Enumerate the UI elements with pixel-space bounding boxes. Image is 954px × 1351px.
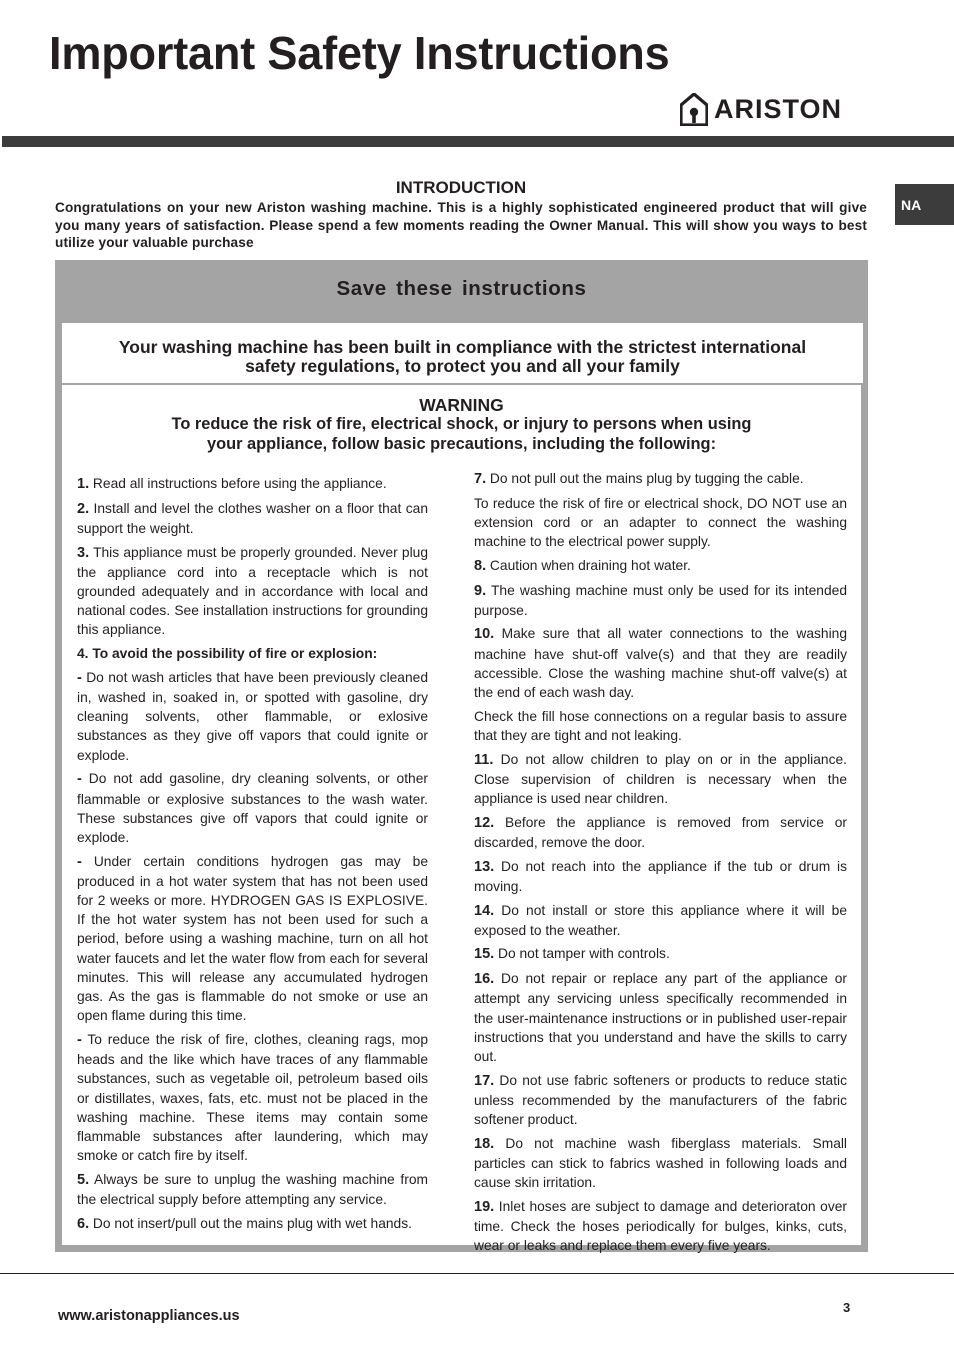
- safety-instructions-box: [55, 260, 868, 1252]
- fire-precaution-3: [77, 852, 428, 1026]
- item-number: 2.: [77, 500, 90, 517]
- item-number: 12.: [474, 814, 495, 831]
- fire-precaution-1: [77, 668, 428, 765]
- item-number: 10.: [474, 626, 495, 643]
- item-number: 11.: [474, 751, 494, 768]
- instruction-item-8: [474, 556, 847, 576]
- item-text: The washing machine must only be used for its intended purpose.: [474, 582, 847, 618]
- item-text: Do not pull out the mains plug by tugging the cable.: [486, 471, 804, 486]
- language-tab: NA: [895, 184, 954, 225]
- item-number: 14.: [474, 902, 495, 919]
- bullet-dash: -: [77, 669, 82, 686]
- item-text: Do not reach into the appliance if the tub or drum is moving.: [474, 858, 847, 894]
- instruction-item-17: [474, 1071, 847, 1130]
- item-number: 6.: [77, 1215, 90, 1232]
- footer-website-link[interactable]: www.aristonappliances.us: [58, 1308, 240, 1324]
- intro-heading: INTRODUCTION: [395, 178, 527, 197]
- instruction-item-2: [77, 499, 428, 538]
- item-number: 8.: [474, 557, 487, 574]
- warning-title: WARNING: [419, 395, 504, 415]
- item-text: Do not insert/pull out the mains plug with wet hands.: [89, 1215, 412, 1231]
- item-number: 13.: [474, 858, 495, 875]
- fire-precaution-4: [77, 1030, 428, 1165]
- bullet-dash: -: [77, 771, 82, 788]
- page-title: Important Safety Instructions: [49, 27, 670, 79]
- instruction-item-10-extra: Check the fill hose connections on a regular basis to assure that they are tight and not leaking.: [474, 708, 847, 743]
- item-number: 16.: [474, 971, 495, 988]
- instruction-item-4-heading: 4. To avoid the possibility of fire or explosion:: [77, 646, 378, 662]
- item-number: 15.: [474, 946, 495, 963]
- item-number: 1.: [77, 476, 90, 492]
- item-text: This appliance must be properly grounded. Never plug the appliance cord into a receptacle which is not grounded adequately and in accordance with local and national codes. See installation instructions for grounding this appliance.: [77, 544, 428, 638]
- house-logo-icon: [680, 93, 708, 126]
- item-text: Inlet hoses are subject to damage and deterioraton over time. Check the hoses periodically for bulges, kinks, cuts, wear or leaks and replace them every five years.: [474, 1198, 847, 1254]
- item-number: 9.: [474, 582, 487, 599]
- intro-text: Congratulations on your new Ariston washing machine. This is a highly sophisticated engineered product that will give you many years of satisfaction. Please spend a few moments reading the Owner Manual. This will show you ways to best utilize your valuable purchase: [55, 200, 867, 250]
- item-text: Make sure that all water connections to the washing machine have shut-off valve(s) and that they are readily accessible. Close the washing machine shut-off valve(s) at the end of each wash day.: [474, 626, 847, 701]
- item-text: Install and level the clothes washer on a floor that can support the weight.: [77, 500, 428, 536]
- instruction-item-12: [474, 813, 847, 852]
- instruction-item-1: [77, 474, 428, 494]
- item-text: Before the appliance is removed from service or discarded, remove the door.: [474, 814, 847, 850]
- fire-precaution-2: [77, 769, 428, 847]
- instruction-item-16: [474, 969, 847, 1066]
- item-number: 19.: [474, 1198, 495, 1215]
- instruction-item-10: [474, 624, 847, 702]
- item-text: Read all instructions before using the appliance.: [89, 476, 387, 491]
- instruction-item-13: [474, 857, 847, 896]
- bullet-dash: -: [77, 853, 82, 870]
- warning-text: [122, 415, 801, 454]
- item-number: 18.: [474, 1135, 495, 1152]
- instruction-item-7: [474, 469, 847, 489]
- page-number: 3: [843, 1300, 851, 1315]
- item-text: Caution when draining hot water.: [486, 557, 691, 573]
- instruction-item-11: [474, 750, 847, 809]
- warning-line-2: your appliance, follow basic precautions, including the following:: [206, 434, 717, 453]
- instruction-item-7-extra: To reduce the risk of fire or electrical shock, DO NOT use an extension cord or an adapter to connect the washing machine to the electrical power supply.: [474, 495, 847, 550]
- item-text: Do not wash articles that have been previously cleaned in, washed in, soaked in, or spotted with gasoline, dry cleaning solvents, other flammable, or exlosive substances as they give off vapors that could ignite or explode.: [77, 669, 428, 763]
- instruction-item-6: [77, 1214, 428, 1234]
- item-text: Do not add gasoline, dry cleaning solvents, or other flammable or explosive substances to the wash water. These substances give off vapors that could ignite or explode.: [77, 771, 428, 845]
- header-bar: [2, 136, 954, 147]
- brand-logo: [680, 91, 842, 127]
- right-column: [474, 469, 847, 1260]
- compliance-line-1: Your washing machine has been built in compliance with the strictest international: [118, 337, 807, 357]
- instruction-item-3: [77, 543, 428, 640]
- item-text: To reduce the risk of fire, clothes, cleaning rags, mop heads and the like which have traces of any flammable substances, such as vegetable oil, petroleum based oils or distillates, waxes, fats, etc. must not be placed in the washing machine. These items may contain some flammable substances after laundering, which may smoke or catch fire by itself.: [77, 1031, 428, 1164]
- item-text: Do not allow children to play on or in the appliance. Close supervision of children is necessary when the appliance is used near children.: [474, 751, 847, 807]
- left-column: [77, 474, 428, 1239]
- item-number: 3.: [77, 544, 90, 561]
- compliance-line-2: safety regulations, to protect you and all your family: [245, 356, 680, 376]
- item-number: 7.: [474, 471, 487, 487]
- item-text: Do not machine wash fiberglass materials. Small particles can stick to fabrics washed in following loads and cause skin irritation.: [474, 1135, 847, 1191]
- instruction-item-5: [77, 1170, 428, 1209]
- instructions-content: [62, 385, 861, 1254]
- instruction-item-18: [474, 1134, 847, 1193]
- item-number: 5.: [77, 1171, 90, 1188]
- item-text: Always be sure to unplug the washing machine from the electrical supply before attempting any service.: [77, 1171, 428, 1208]
- box-title: Save these instructions: [336, 277, 587, 300]
- item-number: 17.: [474, 1072, 495, 1089]
- item-text: Do not use fabric softeners or products to reduce static unless recommended by the manufacturers of the fabric softener product.: [474, 1072, 847, 1128]
- footer-divider: [0, 1273, 954, 1274]
- item-text: Do not repair or replace any part of the appliance or attempt any servicing unless specifically recommended in the user-maintenance instructions or in published user-repair instructions that you understand and have the skills to carry out.: [474, 971, 847, 1064]
- brand-name: ARISTON: [714, 93, 843, 124]
- bullet-dash: -: [77, 1031, 82, 1048]
- instruction-item-14: [474, 901, 847, 940]
- compliance-statement: [62, 323, 863, 383]
- instruction-item-15: [474, 944, 847, 964]
- item-text: Do not tamper with controls.: [494, 946, 670, 962]
- instruction-item-9: [474, 581, 847, 620]
- instruction-item-19: [474, 1197, 847, 1256]
- item-text: Do not install or store this appliance where it will be exposed to the weather.: [474, 902, 847, 938]
- warning-line-1: To reduce the risk of fire, electrical shock, or injury to persons when using: [171, 415, 752, 433]
- item-text: Under certain conditions hydrogen gas may be produced in a hot water system that has not been used for 2 weeks or more. HYDROGEN GAS IS EXPLOSIVE. If the hot water system has not been used for such a period, before using a washing machine, turn on all hot water faucets and let the water flow from each for several minutes. This will release any accumulated hydrogen gas. As the gas is flammable do not smoke or use an open flame during this time.: [77, 853, 428, 1024]
